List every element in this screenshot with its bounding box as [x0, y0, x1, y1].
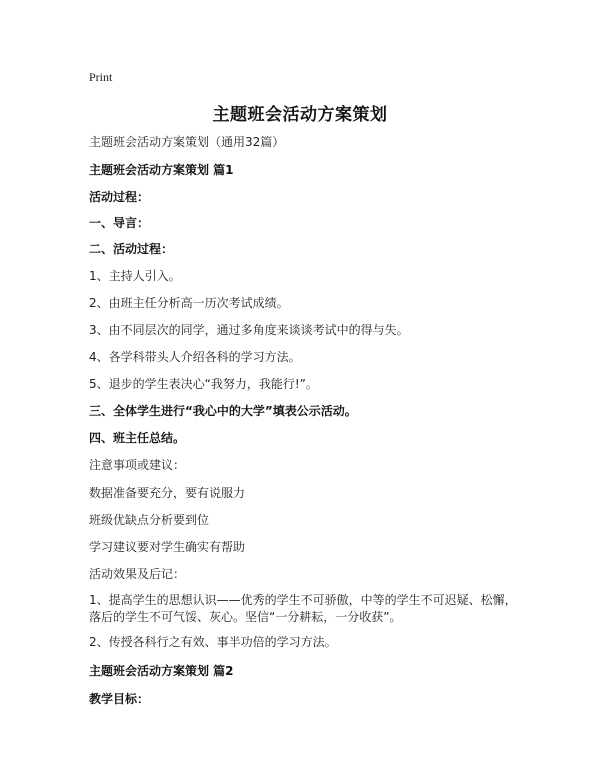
step-item: 4、各学科带头人介绍各科的学习方法。 — [89, 350, 301, 364]
section2-heading: 主题班会活动方案策划 篇2 — [89, 664, 234, 678]
effects-label: 活动效果及后记： — [89, 567, 186, 581]
activity-process-label: 活动过程： — [89, 190, 150, 204]
effect-item: 2、传授各科行之有效、事半功倍的学习方法。 — [89, 635, 337, 649]
note-item: 班级优缺点分析要到位 — [89, 513, 210, 527]
part2-heading: 二、活动过程： — [89, 242, 174, 256]
step-item: 5、退步的学生表决心“我努力，我能行!”。 — [89, 377, 318, 391]
document-subtitle: 主题班会活动方案策划（通用32篇） — [89, 135, 285, 149]
step-item: 2、由班主任分析高一历次考试成绩。 — [89, 296, 289, 310]
print-link[interactable]: Print — [89, 70, 113, 84]
step-item: 3、由不同层次的同学，通过多角度来谈谈考试中的得与失。 — [89, 323, 409, 337]
part1-heading: 一、导言： — [89, 216, 150, 230]
part4-heading: 四、班主任总结。 — [89, 431, 186, 445]
step-item: 1、主持人引入。 — [89, 269, 181, 283]
note-item: 数据准备要充分，要有说服力 — [89, 486, 246, 500]
document-title: 主题班会活动方案策划 — [212, 105, 388, 125]
part3-heading: 三、全体学生进行“我心中的大学”填表公示活动。 — [89, 404, 357, 418]
section1-heading: 主题班会活动方案策划 篇1 — [89, 163, 234, 177]
notes-label: 注意事项或建议： — [89, 458, 186, 472]
teaching-goal-label: 教学目标： — [89, 692, 150, 706]
effect-item: 1、提高学生的思想认识——优秀的学生不可骄傲，中等的学生不可迟疑、松懈，落后的学生不可气馁、灰心。坚信“一分耕耘，一分收获”。 — [89, 593, 517, 624]
note-item: 学习建议要对学生确实有帮助 — [89, 540, 246, 554]
